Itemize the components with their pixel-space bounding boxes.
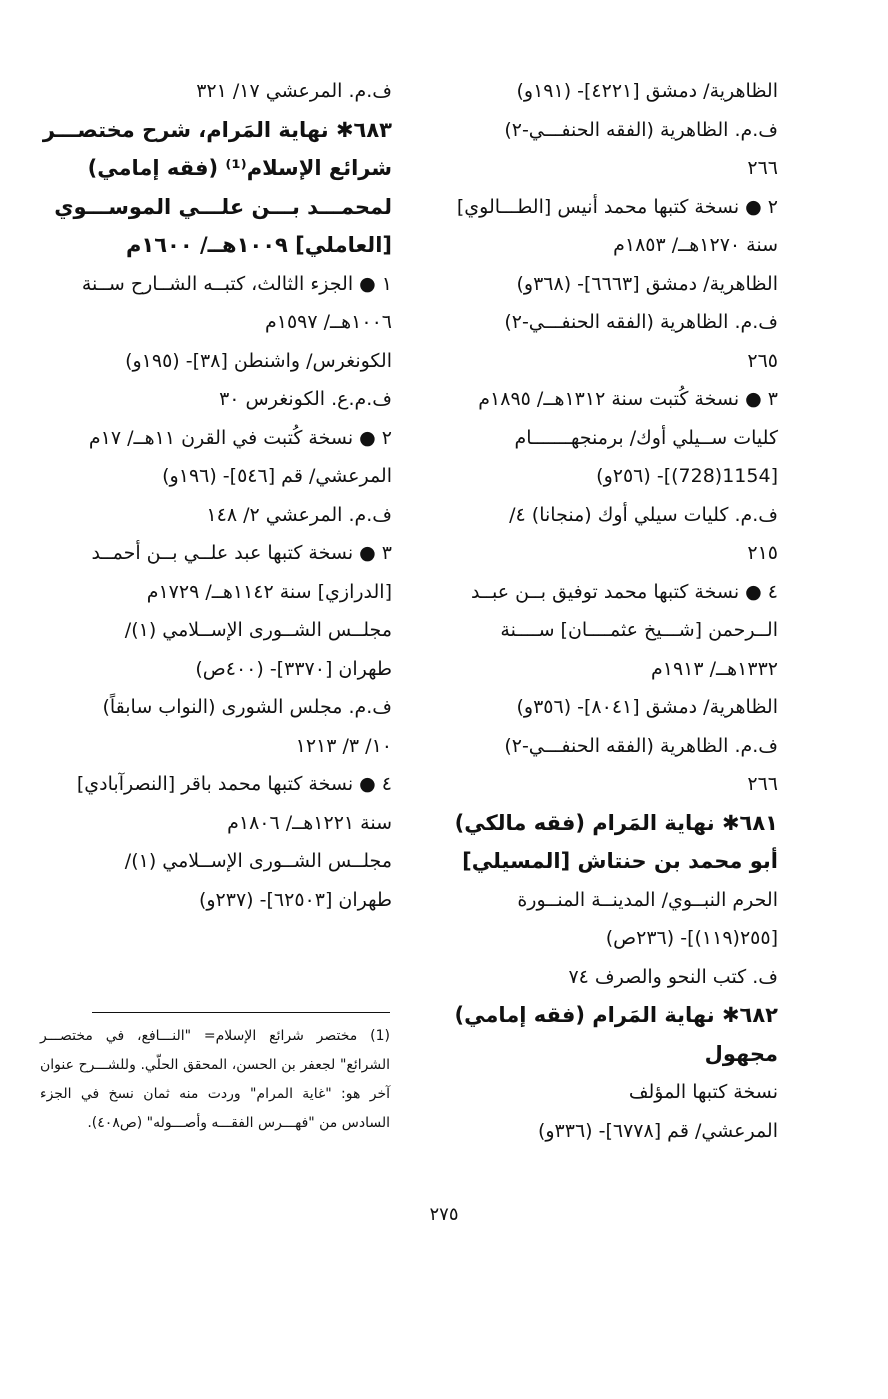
left-column-line: ٦٨٣✱ نهاية المَرام، شرح مختصـــر [42,117,392,142]
footnote-divider [92,1012,390,1013]
right-column-line: [٢٥٥(١١٩)]- (٢٣٦ص) [605,927,778,949]
right-column-line: ٤ ● نسخة كتبها محمد توفيق بــن عبــد [470,580,778,603]
left-column-line: طهران [٦٢٥٠٣]- (٢٣٧و) [198,888,392,911]
right-column-line: الظاهرية/ دمشق [٨٠٤١]- (٣٥٦و) [516,696,778,718]
right-column-line: الظاهرية/ دمشق [٤٢٢١]- (١٩١و) [516,80,778,102]
right-column-line: الظاهرية/ دمشق [٦٦٦٣]- (٣٦٨و) [516,272,778,295]
right-column-line: أبو محمد بن حنتاش [المسيلي] [462,849,778,873]
right-column-line: ٢٦٦ [747,773,778,795]
right-column-line: ف.م. الظاهرية (الفقه الحنفـــي-٢) [504,734,778,757]
page-number: ٢٧٥ [429,1204,459,1225]
left-column-line: ف.م. المرعشي ٢/ ١٤٨ [206,503,392,526]
right-column-line: الــرحمن [شـــيخ عثمــــان] ســــنة [500,619,778,641]
left-column-line: ١٠٠٦هــ/ ١٥٩٧م [264,311,392,333]
right-column-line: ٣ ● نسخة كُتبت سنة ١٣١٢هــ/ ١٨٩٥م [478,388,778,410]
right-column-line: ٢٦٦ [747,157,778,179]
left-column-line: ف.م. مجلس الشورى (النواب سابقاً) [102,696,392,718]
right-column-line: المرعشي/ قم [٦٧٧٨]- (٣٣٦و) [537,1119,778,1142]
right-column-line: ف.م. كليات سيلي أوك (منجانا) ٤/ [509,503,778,526]
right-column-line: ١٣٣٢هــ/ ١٩١٣م [650,657,778,680]
left-column-line: مجلــس الشــورى الإســلامي (١)/ [124,619,392,641]
left-column-line: ١٠/ ٣/ ١٢١٣ [295,734,392,757]
right-column-line: [1154(728)]- (٢٥٦و) [596,465,778,487]
left-column-line: الكونغرس/ واشنطن [٣٨]- (١٩٥و) [125,349,392,372]
left-column-line: المرعشي/ قم [٥٤٦]- (١٩٦و) [162,465,392,487]
right-column-line: ٢١٥ [747,542,778,564]
left-column-line: لمحمـــد بـــن علـــي الموســـوي [54,194,392,219]
right-column [438,72,778,1150]
right-column-line: كليات ســيلي أوك/ برمنجهـــــــام [514,426,778,449]
right-column-line: ٢٦٥ [747,349,778,372]
left-column-line: طهران [٣٣٧٠]- (٤٠٠ص) [195,657,392,680]
left-column-line: سنة ١٢٢١هــ/ ١٨٠٦م [227,811,392,834]
right-column-line: ٦٨٢✱ نهاية المَرام (فقه إمامي) [454,1003,778,1027]
left-column-line: ١ ● الجزء الثالث، كتبــه الشــارح ســنة [81,272,392,295]
right-column-line: نسخة كتبها المؤلف [628,1081,778,1103]
right-column-line: الحرم النبــوي/ المدينــة المنــورة [517,888,778,911]
right-column-line: ف.م. الظاهرية (الفقه الحنفـــي-٢) [504,118,778,141]
left-column-line: ٤ ● نسخة كتبها محمد باقر [النصرآبادي] [76,773,392,795]
left-column-line: [العاملي] ١٠٠٩هــ/ ١٦٠٠م [125,233,392,257]
right-column-line: ٢ ● نسخة كتبها محمد أنيس [الطـــالوي] [456,195,778,218]
right-column-line: ٦٨١✱ نهاية المَرام (فقه مالكي) [454,810,778,835]
left-column [40,72,392,919]
right-column-line: ف.م. الظاهرية (الفقه الحنفـــي-٢) [504,311,778,333]
left-column-line: مجلــس الشــورى الإســلامي (١)/ [124,850,392,872]
left-column-line: شرائع الإسلام⁽¹⁾ (فقه إمامي) [87,156,392,180]
right-column-line: سنة ١٢٧٠هــ/ ١٨٥٣م [613,234,778,256]
footnote: (1) مختصر شرائع الإسلام= "النـــافع، في مختصـــر الشرائع" لجعفر بن الحسن، المحقق الحلّي. وللشـــرح عنوان آخر هو: "غاية المرام" وردت منه ثمان نسخ في الجزء السادس من "فهـــرس الفقـــه وأصـــوله" (ص٤٠٨). [40,1028,390,1131]
left-column-line: ف.م. المرعشي ١٧/ ٣٢١ [196,80,392,102]
left-column-line: [الدرازي] سنة ١١٤٢هــ/ ١٧٢٩م [146,580,392,603]
left-column-line: ٣ ● نسخة كتبها عبد علــي بــن أحمــد [91,542,392,564]
left-column-line: ٢ ● نسخة كُتبت في القرن ١١هــ/ ١٧م [88,426,392,449]
right-column-line: ف. كتب النحو والصرف ٧٤ [568,965,778,988]
left-column-line: ف.م.ع. الكونغرس ٣٠ [219,388,392,410]
right-column-line: مجهول [704,1041,778,1066]
